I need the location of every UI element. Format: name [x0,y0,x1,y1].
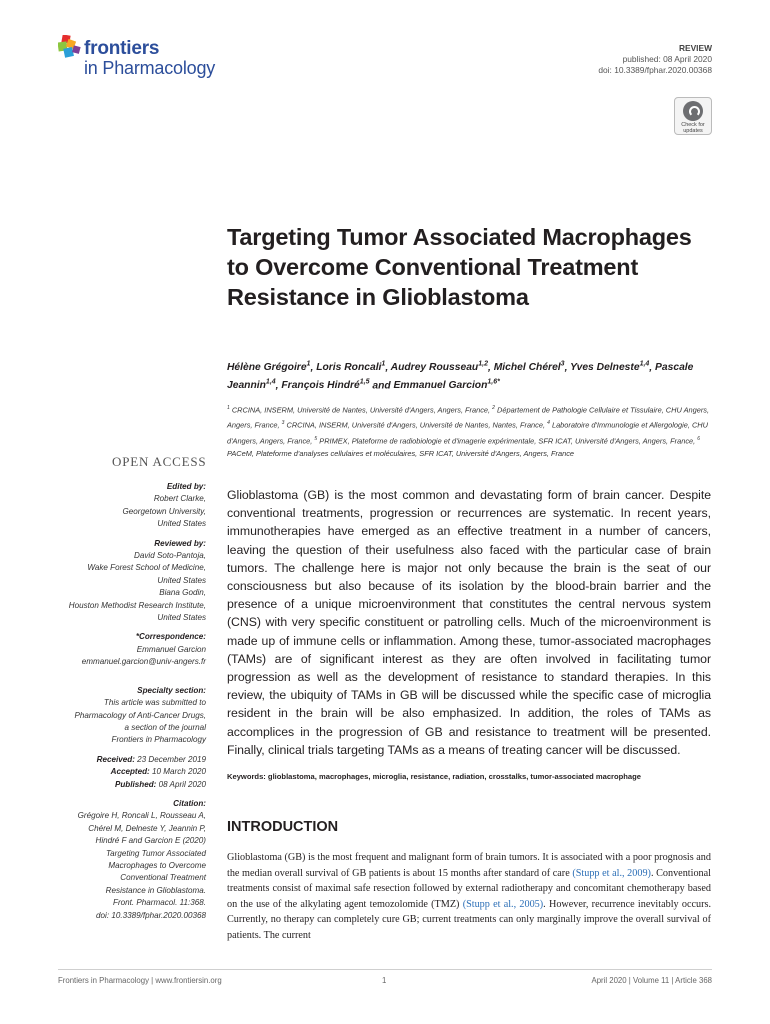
article-type: REVIEW [678,43,712,53]
citation: Citation: Grégoire H, Roncali L, Rousseau A, Chérel M, Delneste Y, Jeannin P, Hindré F and Garcion E (2020) Targeting Tumor Associated Macrophages to Overcome Conventional Treatment Resistance in Glioblastoma. Front. Pharmacol. 11:368. doi: 10.3389/fphar.2020.00368 [40,798,206,922]
frontiers-logo-icon [58,35,84,59]
footer-journal[interactable]: Frontiers in Pharmacology | www.frontiersin.org [58,976,222,985]
page-number: 1 [382,976,387,985]
section-heading-introduction: INTRODUCTION [227,819,339,835]
edited-by: Edited by: Robert Clarke, Georgetown University, United States [122,482,206,529]
article-header-meta [598,43,712,76]
check-for-updates-badge[interactable] [674,97,712,135]
crossmark-icon [683,101,703,121]
introduction-text: Glioblastoma (GB) is the most frequent and malignant form of brain tumors. It is associated with a poor prognosis and the median overall survival of GB patients is about 15 months after standard of care (Stupp et al., 2009). Conventional treatments consist of maximal safe resection followed by external radiotherapy and concomitant chemotherapy based on the use of the alkylating agent temozolomide (TMZ) (Stupp et al., 2005). However, recurrence inevitably occurs. Currently, no therapy can completely cure GB; current treatments can only marginally improve the overall survival of patients. The current [227,852,712,941]
affiliation: CRCINA, INSERM, Université de Nantes, Université d'Angers, Angers, France, [231,405,491,415]
author[interactable]: Michel Chérel$^3$ [493,361,565,374]
affiliation: PACeM, Plateforme d'analyses cellulaires et moléculaires, SFR ICAT, Université d'Angers, Angers, France [227,448,575,458]
author-list: Hélène Grégoire$^1$, Loris Roncali$^1$, Audrey Rousseau$^{1,2}$, Michel Chérel$^3$, Yves Delneste$^{1,4}$, Pascale Jeannin$^{1,4}$, François Hindré$^{1,5}$ and Emmanuel Garcion$^{1,6*}$ [227,361,694,392]
specialty-section: Specialty section: This article was submitted to Pharmacology of Anti-Cancer Drugs, a section of the journal Frontiers in Pharmacology [74,685,206,745]
published-date: published: 08 April 2020 [622,54,712,64]
badge-line1: Check for [681,122,705,128]
keywords: Keywords: glioblastoma, macrophages, microglia, resistance, radiation, crosstalks, tumor-associated macrophage [227,772,641,781]
author[interactable]: Loris Roncali$^1$ [316,361,386,374]
affiliations: $^1$ CRCINA, INSERM, Université de Nantes, Université d'Angers, Angers, France, $^2$ Département de Pathologie Cellulaire et Tissulaire, CHU Angers, Angers, France, $^3$ CRCINA, INSERM, Université d'Angers, Université de Nantes, Nantes, France, $^4$ Laboratoire d'Immunologie et Allergologie, CHU d'Angers, Angers, France, $^5$ PRIMEX, Plateforme de radiobiologie et d'imagerie expérimentale, SFR ICAT, Université d'Angers, Angers, France, $^6$ PACeM, Plateforme d'analyses cellulaires et moléculaires, SFR ICAT, Université d'Angers, Angers, France [227,405,710,458]
footer-issue: April 2020 | Volume 11 | Article 368 [591,976,712,985]
author[interactable]: Audrey Rousseau$^{1,2}$ [390,361,488,374]
logo-text-frontiers: frontiers [84,38,160,59]
author[interactable]: Yves Delneste$^{1,4}$ [570,361,650,374]
doi[interactable]: doi: 10.3389/fphar.2020.00368 [598,65,712,75]
open-access-label: OPEN ACCESS [112,454,207,469]
affiliation: Département de Pathologie Cellulaire et Tissulaire, CHU Angers, Angers, France, [227,405,710,430]
author[interactable]: Emmanuel Garcion$^{1,6*}$ [393,378,500,392]
badge-line2: updates [683,128,703,134]
citation-doi[interactable]: doi: 10.3389/fphar.2020.00368 [96,910,206,920]
author[interactable]: Pascale Jeannin$^{1,4}$ [227,362,694,392]
citation-link[interactable]: (Stupp et al., 2009) [572,867,651,879]
author[interactable]: François Hindré$^{1,5}$ [281,378,370,392]
affiliation: CRCINA, INSERM, Université d'Angers, Université de Nantes, Nantes, France, [286,420,546,430]
affiliation: Laboratoire d'Immunologie et Allergologie, CHU d'Angers, Angers, France, [227,420,708,445]
article-sidebar [40,481,206,929]
footer-divider [58,969,712,970]
article-title: Targeting Tumor Associated Macrophages to Overcome Conventional Treatment Resistance in Glioblastoma [227,224,692,310]
reviewed-by: Reviewed by: David Soto-Pantoja, Wake Forest School of Medicine, United States Biana Godin, Houston Methodist Research Institute, United States [68,538,206,623]
citation-link[interactable]: (Stupp et al., 2005) [462,898,544,910]
author[interactable]: Hélène Grégoire$^1$ [227,361,311,374]
correspondence-email[interactable]: emmanuel.garcion@univ-angers.fr [81,657,206,667]
correspondence: *Correspondence: Emmanuel Garcion emmanuel.garcion@univ-angers.fr [40,631,206,668]
abstract: Glioblastoma (GB) is the most common and devastating form of brain cancer. Despite conventional treatments, progression or recurrences are systematic. In recent years, immunotherapies have emerged as an effective treatment in a number of cancers, leaving the question of their usefulness also faced with the particular case of brain tumors. The challenge here is major not only because the brain is the seat of our consciousness but also because of its isolation by the blood-brain barrier and the presence of a unique microenvironment that constitutes the central nervous system (CNS) with very specific constituent or patrolling cells. Much of the microenvironment is made up of immune cells or inflammation. Among these, tumor-associated macrophages (TAMs) are of significant interest as they are often involved in facilitating tumor progression as well as the development of resistance to standard therapies. In this review, the ubiquity of TAMs in GB will be discussed while the specific case of microglia resident in the brain will be also emphasized. In addition, the roles of TAMs as accomplices in the progression of GB and resistance to treatment will be presented. Finally, clinical trials targeting TAMs as a means of treating cancer will be discussed. [227,488,711,757]
affiliation: PRIMEX, Plateforme de radiobiologie et d'imagerie expérimentale, SFR ICAT, Université d'Angers, Angers, France, [319,436,696,445]
dates: Received: 23 December 2019 Accepted: 10 March 2020 Published: 08 April 2020 [96,754,206,789]
logo-text-journal: in Pharmacology [84,58,216,78]
